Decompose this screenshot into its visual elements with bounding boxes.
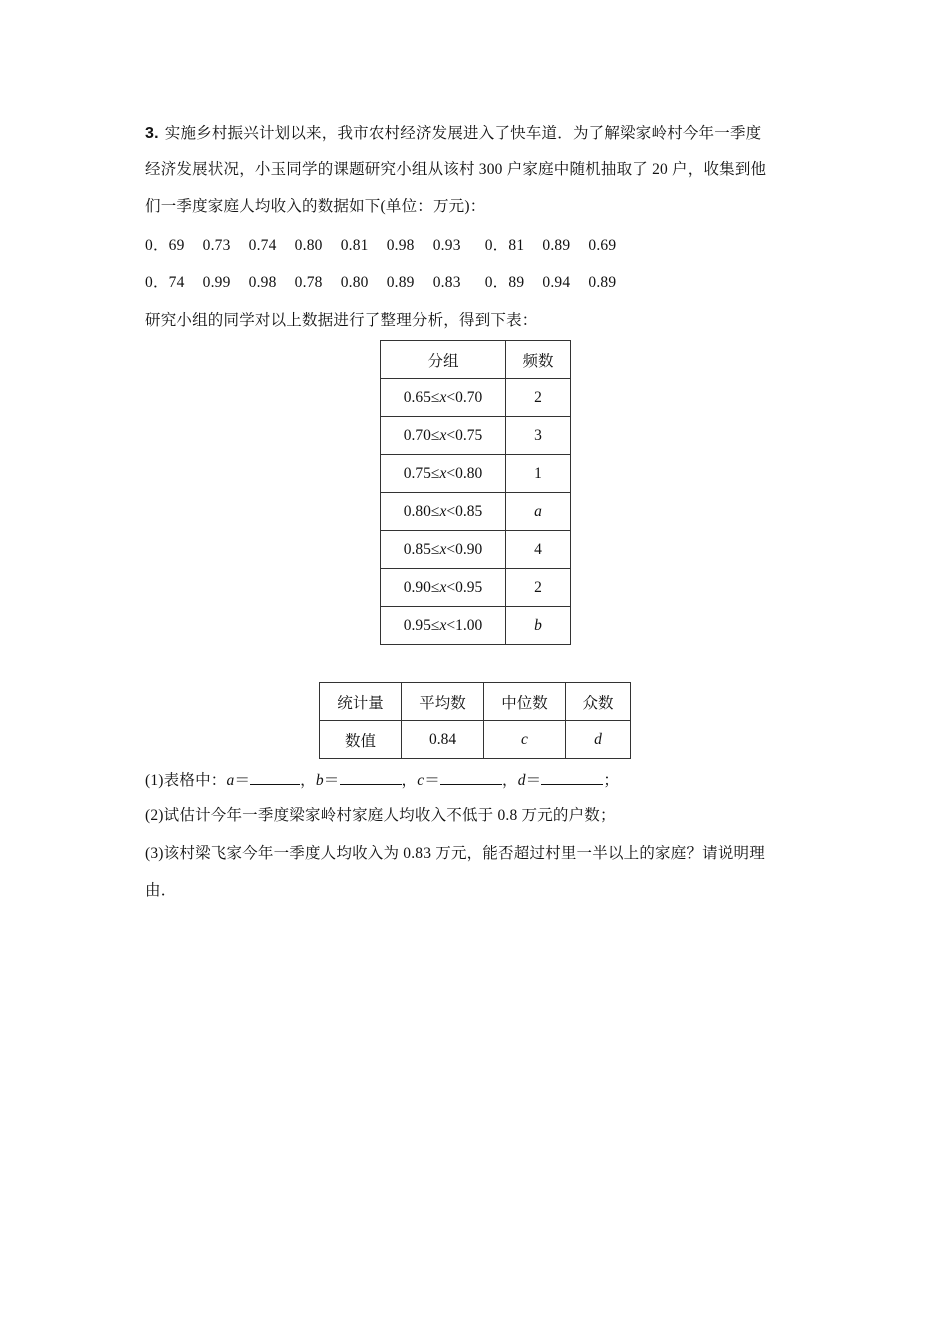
question-number: 3. <box>145 125 159 142</box>
data-value: 0．69 <box>145 237 185 254</box>
range-cell: 0.65≤x<0.70 <box>381 379 506 417</box>
data-value: 0.99 <box>202 274 231 291</box>
count-cell-b: b <box>506 607 571 645</box>
range-cell: 0.75≤x<0.80 <box>381 455 506 493</box>
data-value: 0.80 <box>294 237 323 254</box>
separator: ， <box>502 772 518 789</box>
sub-question-1 <box>145 770 619 791</box>
var-b: b <box>315 772 324 789</box>
count-cell: 3 <box>506 417 571 455</box>
mean-value-cell: 0.84 <box>402 721 484 759</box>
count-cell: 1 <box>506 455 571 493</box>
count-cell: 2 <box>506 569 571 607</box>
data-value: 0．74 <box>145 274 185 291</box>
statistics-table <box>319 682 631 759</box>
count-cell: 4 <box>506 531 571 569</box>
answer-blank-a[interactable] <box>250 770 300 785</box>
range-cell: 0.70≤x<0.75 <box>381 417 506 455</box>
separator: ， <box>401 772 418 789</box>
data-value: 0.89 <box>588 274 617 291</box>
equals-sign: ＝ <box>424 772 440 789</box>
data-value: 0.83 <box>432 274 461 291</box>
var-a: a <box>226 772 235 789</box>
data-value: 0．89 <box>484 274 525 291</box>
table-header-row <box>381 341 571 379</box>
data-value: 0.81 <box>340 237 369 254</box>
end-mark: ； <box>603 772 620 789</box>
equals-sign: ＝ <box>525 772 542 789</box>
sub-question-2: (2)试估计今年一季度梁家岭村家庭人均收入不低于 0.8 万元的户数； <box>145 807 616 824</box>
table-row <box>320 721 631 759</box>
value-label-cell: 数值 <box>320 721 402 759</box>
equals-sign: ＝ <box>323 772 340 789</box>
table-row <box>381 531 571 569</box>
separator: ， <box>300 772 316 789</box>
table-row <box>381 607 571 645</box>
header-mean: 平均数 <box>402 683 484 721</box>
answer-blank-b[interactable] <box>340 770 402 785</box>
question-intro-line-1 <box>145 124 761 144</box>
data-value: 0.93 <box>432 237 461 254</box>
data-value: 0.89 <box>542 237 571 254</box>
sub-question-3-line-1: (3)该村梁飞家今年一季度人均收入为 0.83 万元，能否超过村里一半以上的家庭？请说明理 <box>145 845 765 862</box>
var-c: c <box>417 772 425 789</box>
sub-question-3-line-2: 由． <box>145 882 177 899</box>
count-cell: 2 <box>506 379 571 417</box>
table-intro: 研究小组的同学对以上数据进行了整理分析，得到下表： <box>145 312 538 329</box>
header-statistic: 统计量 <box>320 683 402 721</box>
median-value-cell: c <box>484 721 566 759</box>
q1-prefix: (1)表格中： <box>145 772 227 789</box>
data-row-1 <box>145 236 630 256</box>
table-row <box>381 493 571 531</box>
answer-blank-c[interactable] <box>440 770 502 785</box>
data-value: 0.74 <box>248 237 277 254</box>
table-row <box>381 417 571 455</box>
range-cell: 0.95≤x<1.00 <box>381 607 506 645</box>
intro-text-1: 实施乡村振兴计划以来，我市农村经济发展进入了快车道．为了解梁家岭村今年一季度 <box>164 125 762 142</box>
data-value: 0.98 <box>386 237 415 254</box>
table-row <box>381 569 571 607</box>
question-intro-line-3: 们一季度家庭人均收入的数据如下(单位：万元)： <box>145 198 486 215</box>
data-value: 0.69 <box>588 237 617 254</box>
count-cell-a: a <box>506 493 571 531</box>
data-value: 0.89 <box>386 274 415 291</box>
data-value: 0.80 <box>340 274 369 291</box>
header-median: 中位数 <box>484 683 566 721</box>
equals-sign: ＝ <box>234 772 251 789</box>
frequency-table <box>380 340 571 645</box>
header-frequency: 频数 <box>506 341 571 379</box>
data-value: 0．81 <box>484 237 525 254</box>
table-row <box>381 379 571 417</box>
var-d: d <box>517 772 526 789</box>
data-value: 0.98 <box>248 274 277 291</box>
data-value: 0.73 <box>202 237 231 254</box>
table-header-row <box>320 683 631 721</box>
table-row <box>381 455 571 493</box>
data-value: 0.78 <box>294 274 323 291</box>
mode-value-cell: d <box>566 721 631 759</box>
data-row-2 <box>145 273 630 293</box>
data-value: 0.94 <box>542 274 571 291</box>
range-cell: 0.85≤x<0.90 <box>381 531 506 569</box>
header-group: 分组 <box>381 341 506 379</box>
range-cell: 0.80≤x<0.85 <box>381 493 506 531</box>
answer-blank-d[interactable] <box>541 770 603 785</box>
range-cell: 0.90≤x<0.95 <box>381 569 506 607</box>
header-mode: 众数 <box>566 683 631 721</box>
question-intro-line-2: 经济发展状况，小玉同学的课题研究小组从该村 300 户家庭中随机抽取了 20 户，收集到他 <box>145 161 767 178</box>
